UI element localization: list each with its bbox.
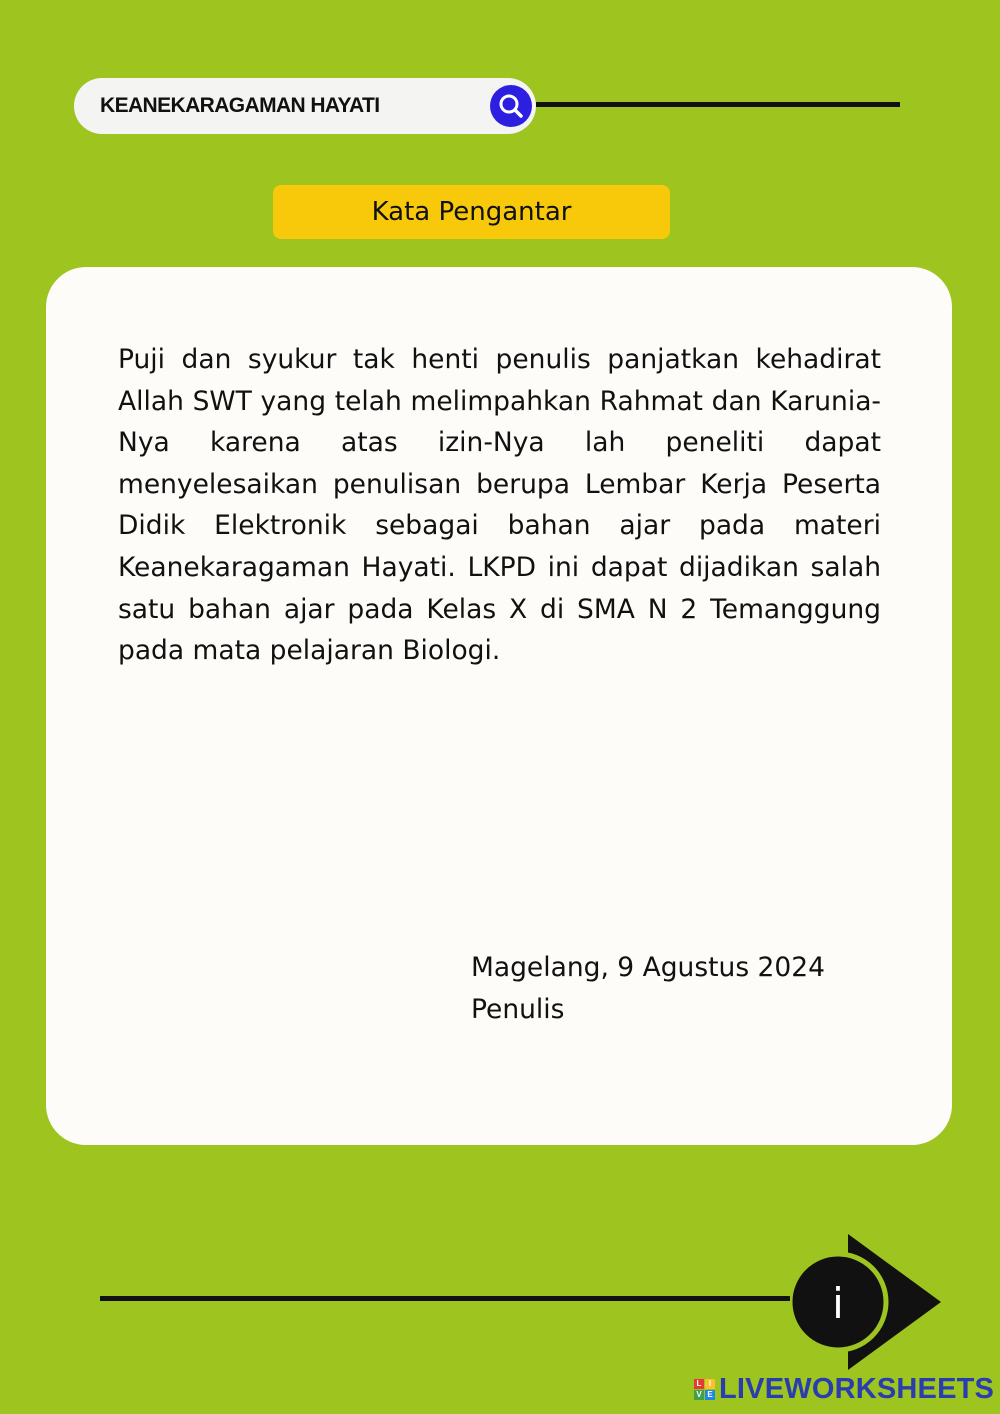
next-arrow-icon[interactable]: [790, 1226, 950, 1376]
body-paragraph: Puji dan syukur tak henti penulis panjatkan kehadirat Allah SWT yang telah melimpahkan Rahmat dan Karunia-Nya karena atas izin-Nya lah peneliti dapat menyelesaikan penulisan berupa Lembar Kerja Peserta Didik Elektronik sebagai bahan ajar pada materi Keanekaragaman Hayati. LKPD ini dapat dijadikan salah satu bahan ajar pada Kelas X di SMA N 2 Temanggung pada mata pelajaran Biologi.: [118, 344, 881, 667]
header-divider: [536, 102, 900, 107]
header-pill: [74, 78, 536, 134]
search-button[interactable]: [490, 85, 532, 127]
signature-role: Penulis: [471, 993, 565, 1025]
brand-letter: L: [694, 1379, 704, 1389]
info-glyph: i: [832, 1279, 844, 1328]
signature-place-date: Magelang, 9 Agustus 2024: [471, 952, 825, 983]
search-icon: [497, 92, 525, 120]
brand-letter: E: [705, 1390, 715, 1400]
content-card: [46, 267, 952, 1145]
footer-divider: [100, 1296, 820, 1301]
section-label: Kata Pengantar: [273, 185, 670, 239]
signature-block: [471, 947, 825, 1030]
brand-name: LIVEWORKSHEETS: [719, 1372, 995, 1405]
header-title: KEANEKARAGAMAN HAYATI: [100, 94, 380, 117]
brand-logo: [694, 1372, 994, 1406]
brand-mark: [694, 1379, 715, 1400]
brand-letter: V: [694, 1390, 704, 1400]
brand-letter: I: [705, 1379, 715, 1389]
